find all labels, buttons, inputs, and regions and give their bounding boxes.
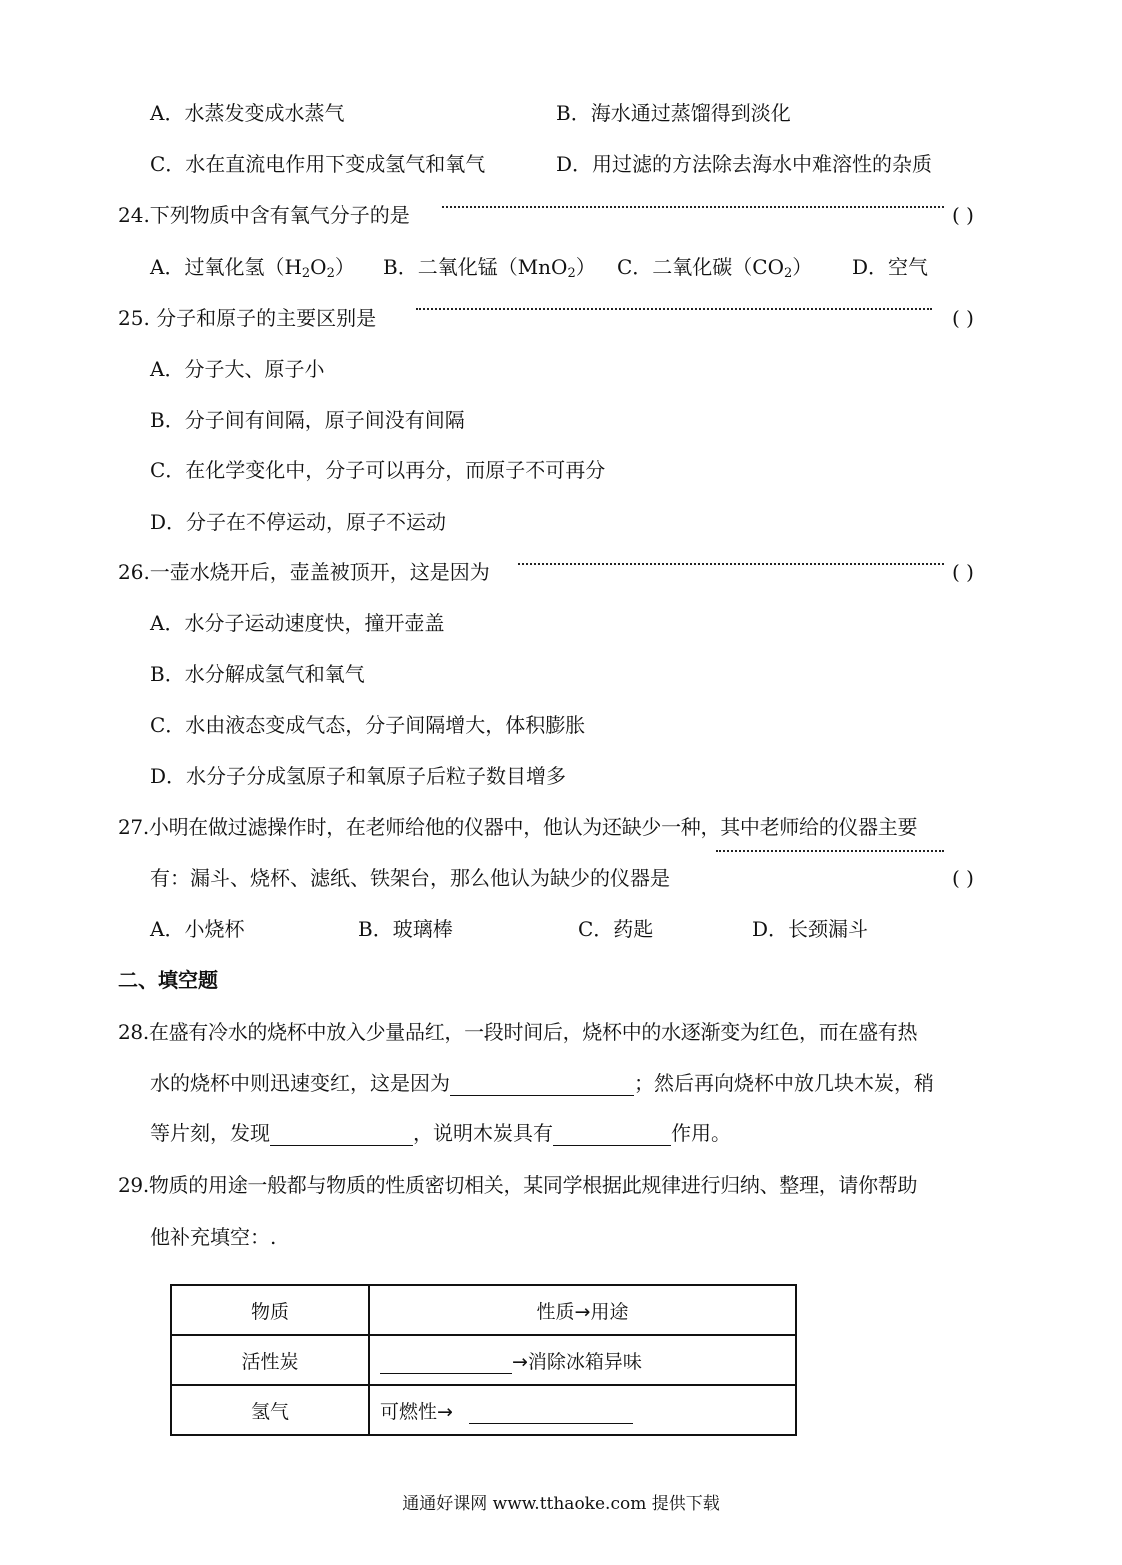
- q28-blank-3[interactable]: [553, 1123, 671, 1146]
- q24-answer-paren: ( ): [952, 203, 974, 227]
- q25-answer-paren: ( ): [952, 306, 974, 330]
- q24-option-d: D．空气: [852, 255, 929, 279]
- q27-option-a: A．小烧杯: [150, 917, 245, 941]
- table-row: [171, 1285, 796, 1335]
- table-header-property: 性质→用途: [369, 1285, 796, 1335]
- table-row: [171, 1385, 796, 1435]
- q28-line2: 水的烧杯中则迅速变红，这是因为 ；然后再向烧杯中放几块木炭，稍: [150, 1071, 934, 1095]
- table-cell-property: →消除冰箱异味: [369, 1335, 796, 1385]
- section-title: 二、填空题: [118, 968, 218, 992]
- q26-option-b: B．水分解成氢气和氧气: [150, 662, 365, 686]
- q27-stem-line2: 有：漏斗、烧杯、滤纸、铁架台，那么他认为缺少的仪器是: [150, 866, 670, 890]
- q26-option-a: A．水分子运动速度快，撞开壶盖: [150, 611, 445, 635]
- table-cell-substance: 氢气: [171, 1385, 369, 1435]
- q24-option-c: C．二氧化碳$(CO_2)$: [617, 255, 813, 281]
- q23-option-d: D．用过滤的方法除去海水中难溶性的杂质: [556, 152, 933, 176]
- q27-answer-paren: ( ): [952, 866, 974, 890]
- table-blank-2[interactable]: [469, 1401, 633, 1424]
- table-cell-substance: 活性炭: [171, 1335, 369, 1385]
- q26-stem: 26.一壶水烧开后，壶盖被顶开，这是因为: [118, 560, 490, 584]
- q25-option-c: C．在化学变化中，分子可以再分，而原子不可再分: [150, 458, 606, 482]
- table-row: [171, 1335, 796, 1385]
- q26-emphasis-line: [518, 563, 944, 565]
- q28-line1: 28.在盛有冷水的烧杯中放入少量品红，一段时间后，烧杯中的水逐渐变为红色，而在盛有热: [118, 1020, 918, 1044]
- q29-line1: 29.物质的用途一般都与物质的性质密切相关，某同学根据此规律进行归纳、整理，请你帮助: [118, 1173, 918, 1197]
- q23-option-a: A．水蒸发变成水蒸气: [150, 101, 345, 125]
- q23-option-b: B．海水通过蒸馏得到淡化: [556, 101, 791, 125]
- q25-option-b: B．分子间有间隔，原子间没有间隔: [150, 408, 465, 432]
- q28-blank-2[interactable]: [270, 1123, 413, 1146]
- q24-emphasis-line: [442, 206, 944, 208]
- q24-option-a: A．过氧化氢$(H_2O_2)$: [150, 255, 355, 281]
- q25-option-d: D．分子在不停运动，原子不运动: [150, 510, 447, 534]
- q25-option-a: A．分子大、原子小: [150, 357, 325, 381]
- q25-emphasis-line: [416, 308, 932, 310]
- q23-option-c: C．水在直流电作用下变成氢气和氧气: [150, 152, 486, 176]
- q27-option-c: C．药匙: [578, 917, 654, 941]
- table-cell-property: 可燃性→: [369, 1385, 796, 1435]
- q25-stem: 25. 分子和原子的主要区别是: [118, 306, 377, 330]
- table-header-substance: 物质: [171, 1285, 369, 1335]
- q28-line3: 等片刻，发现 ，说明木炭具有 作用。: [150, 1121, 731, 1145]
- table-blank-1[interactable]: [380, 1351, 512, 1374]
- q29-line2: 他补充填空：.: [150, 1225, 277, 1249]
- q27-option-d: D．长颈漏斗: [752, 917, 869, 941]
- q26-answer-paren: ( ): [952, 560, 974, 584]
- property-use-table: [170, 1284, 797, 1436]
- q27-emphasis-line: [716, 850, 944, 852]
- q24-option-b: B．二氧化锰（MnO$_2$）: [383, 255, 596, 281]
- page-footer: 通通好课网 www.tthaoke.com 提供下载: [402, 1494, 720, 1514]
- q27-stem-line1: 27.小明在做过滤操作时，在老师给他的仪器中，他认为还缺少一种，其中老师给的仪器主要: [118, 815, 918, 839]
- q24-stem: 24.下列物质中含有氧气分子的是: [118, 203, 410, 227]
- q26-option-c: C．水由液态变成气态，分子间隔增大，体积膨胀: [150, 713, 586, 737]
- q28-blank-1[interactable]: [450, 1073, 634, 1096]
- q27-option-b: B．玻璃棒: [358, 917, 453, 941]
- q26-option-d: D．水分子分成氢原子和氧原子后粒子数目增多: [150, 764, 567, 788]
